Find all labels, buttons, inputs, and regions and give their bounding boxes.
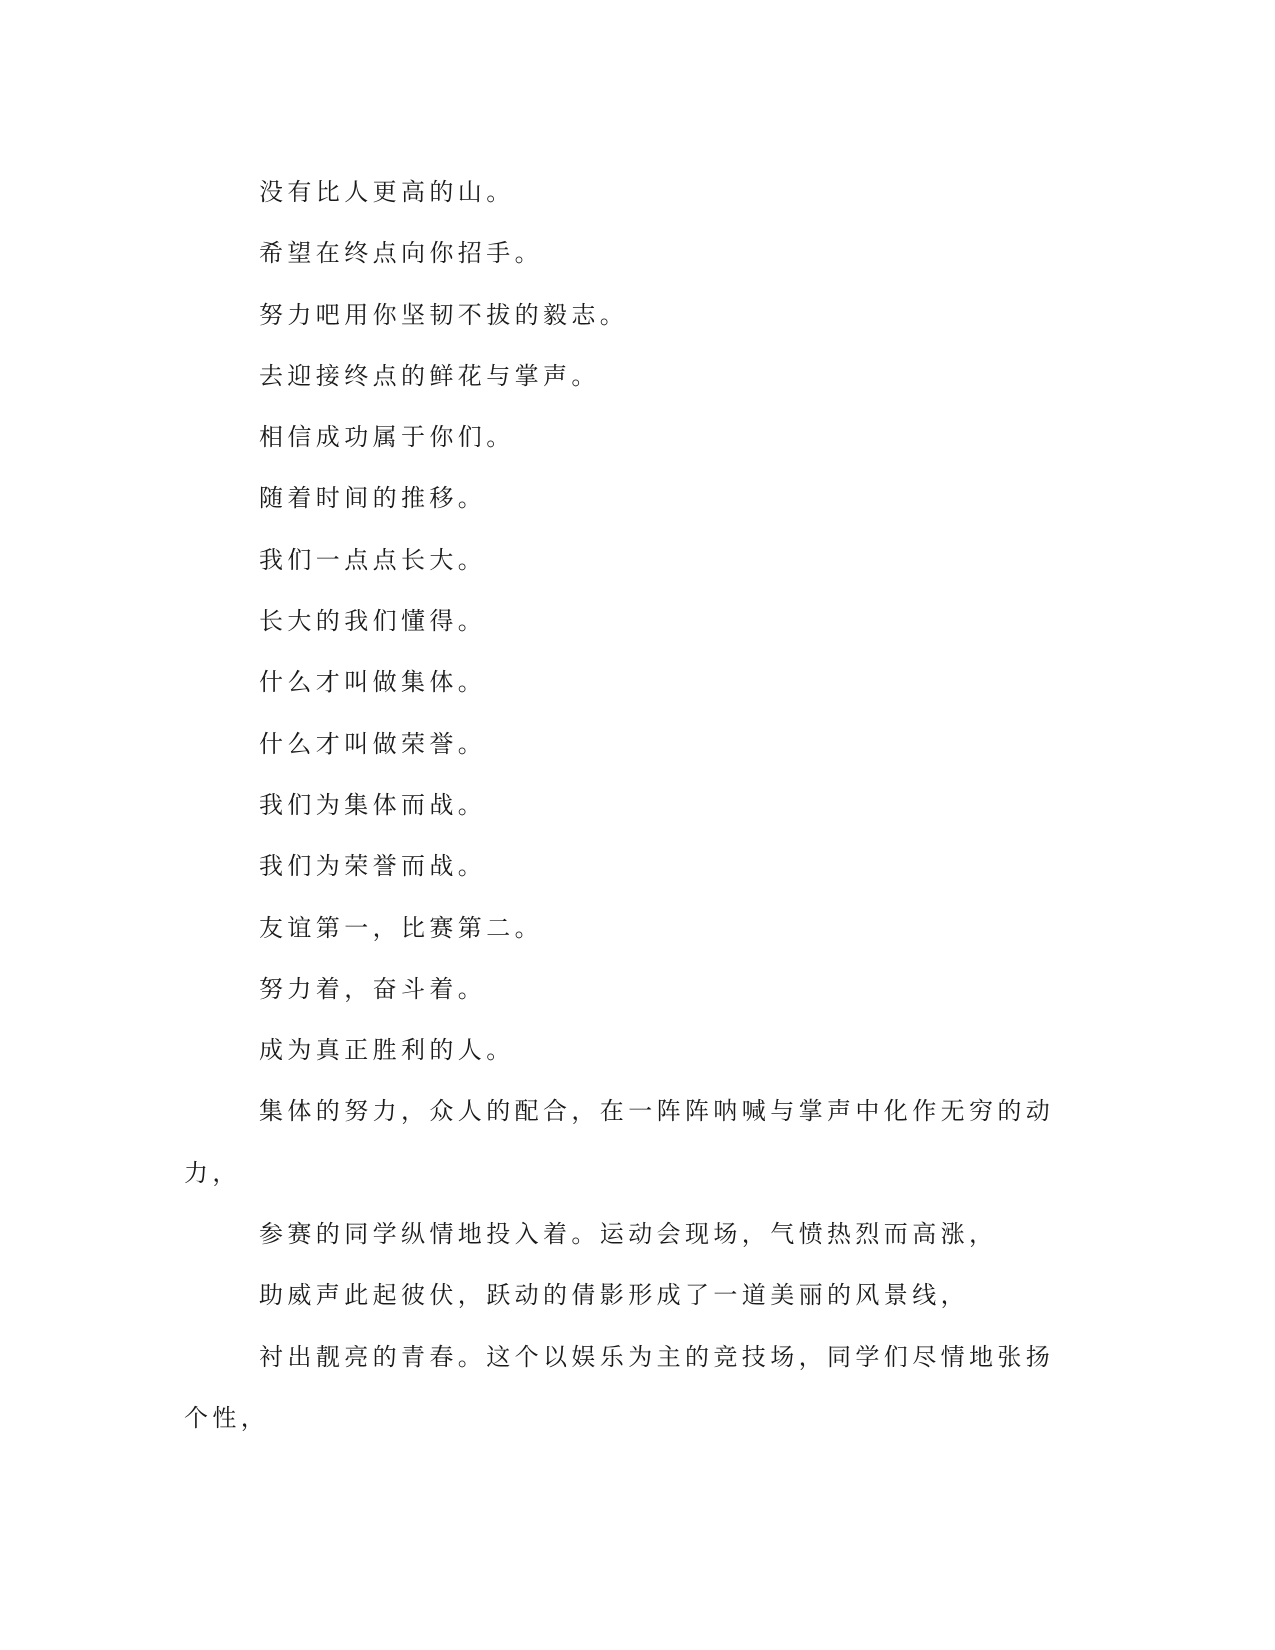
paragraph: 参赛的同学纵情地投入着。运动会现场，气愤热烈而高涨，	[259, 1220, 998, 1249]
paragraph: 相信成功属于你们。	[259, 423, 515, 452]
paragraph: 努力吧用你坚韧不拔的毅志。	[259, 300, 629, 329]
paragraph: 去迎接终点的鲜花与掌声。	[259, 361, 600, 390]
paragraph: 随着时间的推移。	[259, 484, 487, 513]
paragraph: 助威声此起彼伏，跃动的倩影形成了一道美丽的风景线，	[259, 1281, 969, 1310]
paragraph: 集体的努力，众人的配合，在一阵阵呐喊与掌声中化作无穷的动力，	[184, 1097, 1055, 1187]
paragraph: 我们为集体而战。	[259, 790, 487, 819]
paragraph: 我们一点点长大。	[259, 545, 487, 574]
paragraph: 没有比人更高的山。	[259, 178, 515, 206]
paragraph: 友谊第一，比赛第二。	[259, 913, 543, 942]
paragraph: 希望在终点向你招手。	[259, 239, 543, 268]
paragraph: 长大的我们懂得。	[259, 607, 487, 636]
document-body	[184, 162, 1064, 1449]
paragraph: 衬出靓亮的青春。这个以娱乐为主的竞技场，同学们尽情地张扬个性，	[184, 1342, 1055, 1432]
paragraph: 什么才叫做荣誉。	[259, 729, 487, 758]
paragraph: 努力着，奋斗着。	[259, 974, 487, 1003]
paragraph: 什么才叫做集体。	[259, 668, 487, 697]
paragraph: 成为真正胜利的人。	[259, 1036, 515, 1065]
paragraph: 我们为荣誉而战。	[259, 852, 487, 881]
